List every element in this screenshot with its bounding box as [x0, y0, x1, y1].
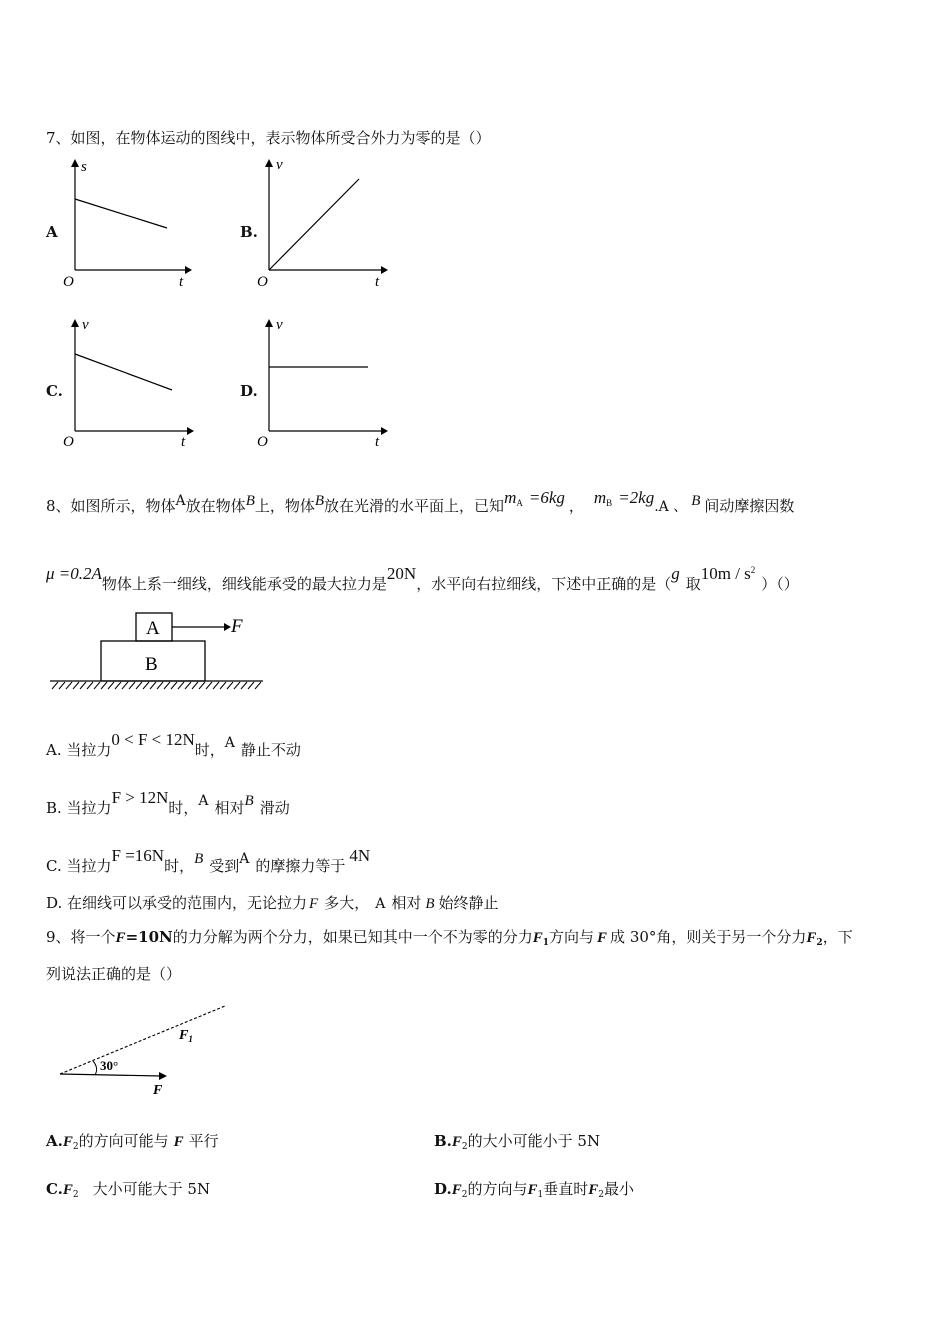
- q9-option-a: $A.F_2$的方向可能与 F 平行: [46, 1132, 219, 1152]
- q7-graph-b-y-label: v: [276, 157, 283, 173]
- q9-option-b: $B.F_2$的大小可能小于 5N: [434, 1132, 601, 1152]
- q8-option-b: B. 当拉力F > 12N时，A 相对B 滑动: [46, 788, 290, 817]
- q7-graph-b-x-label: t: [375, 274, 380, 290]
- q7-graph-a-origin: O: [63, 274, 74, 290]
- q9-figure: [55, 998, 240, 1103]
- q7-graph-a: [55, 155, 195, 290]
- q9-stem-line1: 9、将一个F=10N的力分解为两个分力，如果已知其中一个不为零的分力$F_1$方向与 F 成 30°角，则关于另一个分力$F_2$，下: [46, 928, 853, 948]
- q9-stem-line2: 列说法正确的是（）: [46, 965, 182, 983]
- q8-fig-block-a: A: [146, 618, 160, 639]
- q7-option-a-label: A: [46, 223, 58, 241]
- q8-fig-block-b: B: [145, 654, 158, 675]
- q7-option-d-label: D.: [240, 382, 258, 400]
- q9-fig-angle: 30°: [100, 1058, 119, 1073]
- q9-fig-f1: $F_1$: [179, 1028, 193, 1044]
- q8-figure: [48, 608, 268, 693]
- q7-stem: 7、如图，在物体运动的图线中，表示物体所受合外力为零的是（）: [46, 129, 491, 147]
- q7-graph-c: [55, 315, 200, 450]
- q7-graph-d-x-label: t: [375, 434, 380, 450]
- q8-stem-line2: μ =0.2A物体上系一细线，细线能承受的最大拉力是20N，水平向右拉细线，下述中正确的是（g取$10m / s^2)()$: [46, 564, 799, 593]
- q7-graph-c-y-label: v: [82, 317, 89, 333]
- q7-graph-a-y-label: s: [81, 159, 87, 175]
- q9-fig-f: F: [153, 1083, 163, 1098]
- q7-graph-d: [249, 315, 394, 450]
- q7-graph-c-x-label: t: [181, 434, 186, 450]
- q7-graph-d-origin: O: [257, 434, 268, 450]
- q7-option-b-label: B.: [240, 223, 258, 241]
- q7-graph-d-y-label: v: [276, 317, 283, 333]
- q8-fig-force-f: F: [231, 616, 243, 637]
- q7-graph-c-origin: O: [63, 434, 74, 450]
- q7-graph-b-origin: O: [257, 274, 268, 290]
- q7-graph-a-x-label: t: [179, 274, 184, 290]
- q7-option-c-label: C.: [46, 382, 63, 400]
- q8-stem-line1: 8、如图所示，物体A放在物体B上，物体B放在光滑的水平面上，已知$m_A =6kg$ ， $m_B =2kg.A$ 、 B 间动摩擦因数: [46, 488, 795, 515]
- q8-option-c: C. 当拉力F =16N时，B 受到A 的摩擦力等于4N: [46, 846, 371, 875]
- q8-option-d: D. 在细线可以承受的范围内，无论拉力 F 多大， A 相对 B 始终静止: [46, 894, 499, 912]
- q9-option-c: $C.F_2$ 大小可能大于 5N: [46, 1180, 211, 1200]
- q7-graph-b: [249, 155, 394, 290]
- q9-option-d: $D.F_2$的方向与$F_1$垂直时$F_2$最小: [434, 1180, 634, 1200]
- q8-option-a: A. 当拉力0 < F < 12N时，A 静止不动: [46, 730, 301, 759]
